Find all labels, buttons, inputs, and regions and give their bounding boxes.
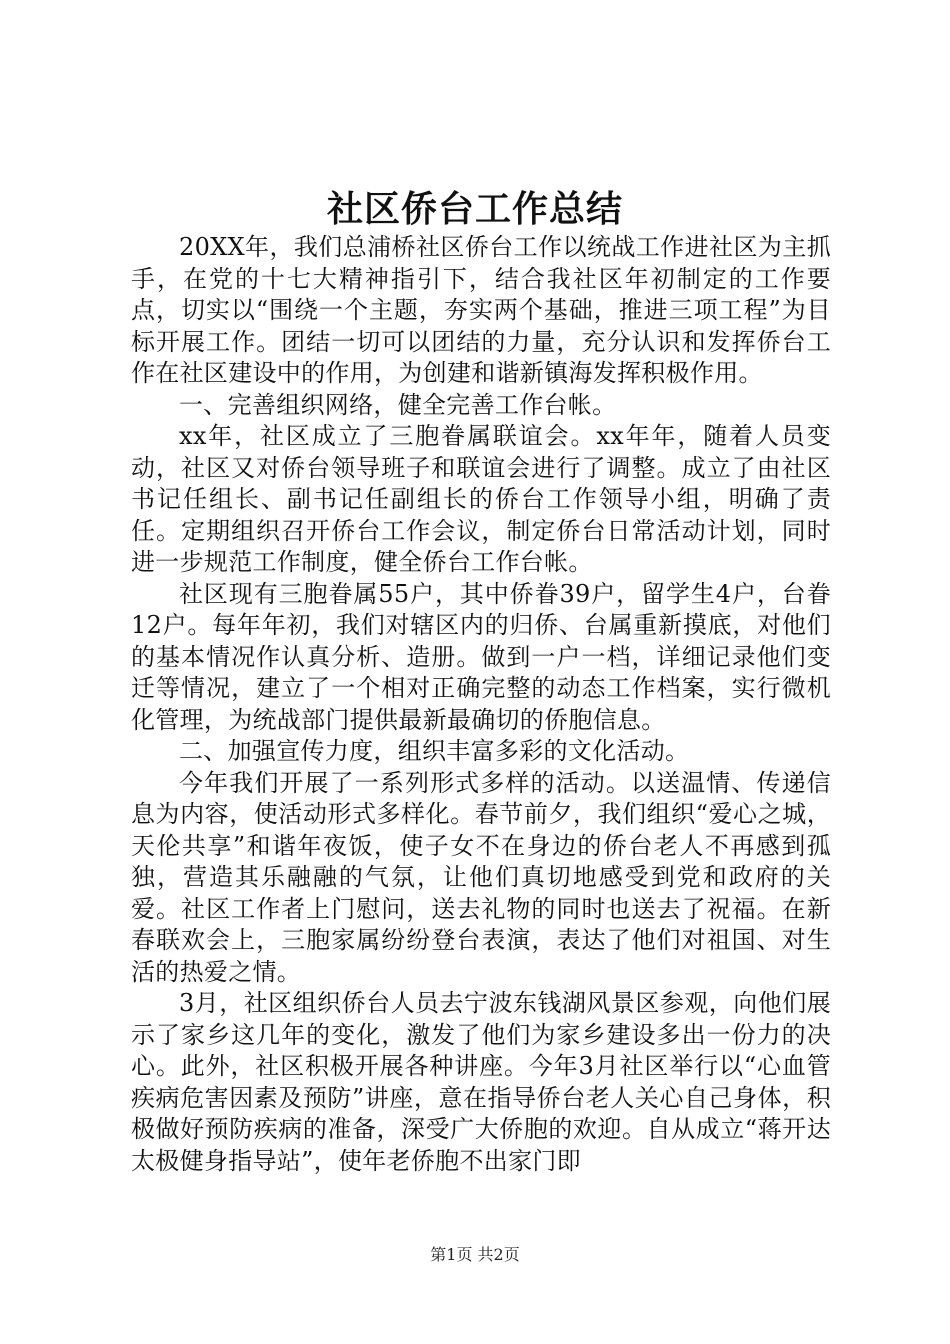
- paragraph-intro: 20XX年，我们总浦桥社区侨台工作以统战工作进社区为主抓手，在党的十七大精神指引下，结合我社区年初制定的工作要点，切实以“围绕一个主题，夯实两个基础，推进三项工程”为目标开展工作。团结一切可以团结的力量，充分认识和发挥侨台工作在社区建设中的作用，为创建和谐新镇海发挥积极作用。: [131, 233, 831, 387]
- paragraph-organization: xx年，社区成立了三胞眷属联谊会。xx年年，随着人员变动，社区又对侨台领导班子和联谊会进行了调整。成立了由社区书记任组长、副书记任副组长的侨台工作领导小组，明确了责任。定期组织召开侨台工作会议，制定侨台日常活动计划，同时进一步规范工作制度，健全侨台工作台帐。: [131, 422, 831, 576]
- section-heading-2: 二、加强宣传力度，组织丰富多彩的文化活动。: [179, 737, 690, 765]
- document-body: [131, 232, 831, 1177]
- paragraph-activities: 今年我们开展了一系列形式多样的活动。以送温情、传递信息为内容，使活动形式多样化。春节前夕，我们组织“爱心之城，天伦共享”和谐年夜饭，使子女不在身边的侨台老人不再感到孤独，营造其乐融融的气氛，让他们真切地感受到党和政府的关爱。社区工作者上门慰问，送去礼物的同时也送去了祝福。在新春联欢会上，三胞家属纷纷登台表演，表达了他们对祖国、对生活的热爱之情。: [131, 768, 831, 986]
- page-footer: 第1页 共2页: [430, 1245, 520, 1264]
- paragraph-households: 社区现有三胞眷属55户，其中侨眷39户，留学生4户，台眷12户。每年年初，我们对辖区内的归侨、台属重新摸底，对他们的基本情况作认真分析、造册。做到一户一档，详细记录他们变迁等情况，建立了一个相对正确完整的动态工作档案，实行微机化管理，为统战部门提供最新最确切的侨胞信息。: [131, 579, 831, 734]
- document-title: 社区侨台工作总结: [326, 188, 623, 230]
- paragraph-march: 3月，社区组织侨台人员去宁波东钱湖风景区参观，向他们展示了家乡这几年的变化，激发了他们为家乡建设多出一份力的决心。此外，社区积极开展各种讲座。今年3月社区举行以“心血管疾病危害因素及预防”讲座，意在指导侨台老人关心自己身体，积极做好预防疾病的准备，深受广大侨胞的欢迎。自从成立“蒋开达太极健身指导站”，使年老侨胞不出家门即: [131, 989, 831, 1175]
- section-heading-1: 一、完善组织网络，健全完善工作台帐。: [179, 390, 617, 419]
